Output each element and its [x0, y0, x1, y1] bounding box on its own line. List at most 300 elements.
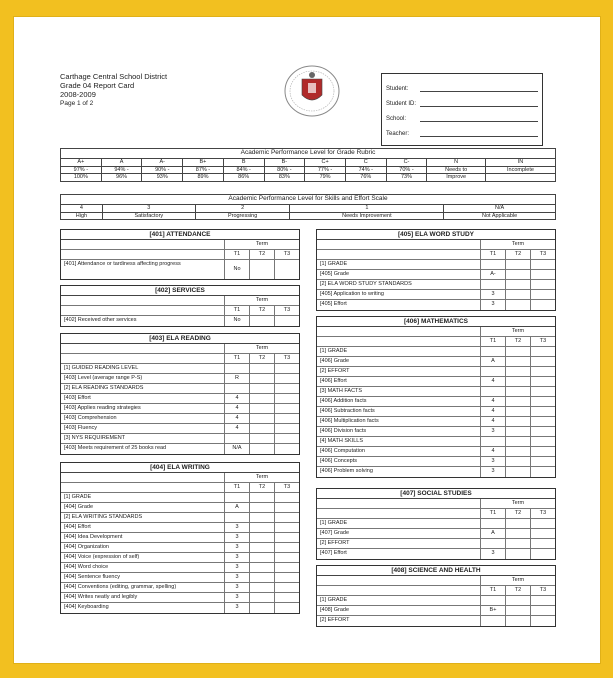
subsection-label: [1] GRADE	[320, 261, 348, 267]
term-t3-value	[274, 573, 299, 582]
term-t1-value	[224, 513, 249, 522]
term-t2-value	[249, 593, 274, 602]
term-t3-value	[274, 414, 299, 423]
section-title: [408] SCIENCE AND HEALTH	[317, 566, 555, 576]
rubric-range-cell: 90% -	[142, 166, 183, 174]
term-columns-row	[317, 250, 555, 260]
rubric-range-cell: 74% -	[345, 166, 386, 174]
rubric-grade-cell: C-	[386, 159, 427, 167]
term-t1-value: R	[224, 374, 249, 383]
term-t2-value	[505, 447, 530, 456]
table-row	[317, 606, 555, 616]
term-t3-value	[530, 280, 555, 289]
school-label: School:	[386, 116, 407, 122]
term-t3-value	[274, 384, 299, 393]
table-row	[61, 523, 299, 533]
report-card-page	[13, 16, 601, 664]
term-spacer	[317, 327, 480, 336]
term-t1-value	[224, 493, 249, 502]
term-spacer	[61, 483, 224, 492]
term-t3-value	[274, 374, 299, 383]
rubric-range-cell: 94% -	[101, 166, 142, 174]
table-row	[61, 603, 299, 613]
term-t3-value	[530, 260, 555, 269]
term-columns-row	[61, 250, 299, 260]
rubric-range-cell: 86%	[223, 174, 264, 182]
term-t1-value: N/A	[224, 444, 249, 454]
scale-code-cell: N/A	[444, 205, 556, 213]
term-spacer	[61, 354, 224, 363]
term-t2-value	[505, 347, 530, 356]
term-t3-value	[530, 397, 555, 406]
term-t1-value: 3	[224, 523, 249, 532]
subsection-header-row	[317, 616, 555, 626]
term-t1-value: A	[480, 357, 505, 366]
school-header	[60, 72, 167, 108]
term-t3-value	[274, 593, 299, 602]
term-t2-value	[249, 424, 274, 433]
term-t1-value: 4	[480, 407, 505, 416]
rubric-grade-cell: B	[223, 159, 264, 167]
scale-code-cell: 2	[195, 205, 290, 213]
row-label: [405] Effort	[320, 301, 347, 307]
term-t2-value	[505, 290, 530, 299]
row-label: [406] Subtraction facts	[320, 408, 375, 414]
rubric-range-cell: 79%	[305, 174, 346, 182]
term-t1-value: 3	[224, 593, 249, 602]
table-row	[317, 397, 555, 407]
row-label: [404] Word choice	[64, 564, 109, 570]
term-t2-header: T2	[249, 483, 274, 492]
term-columns-row	[61, 306, 299, 316]
subsection-header-row	[317, 519, 555, 529]
term-t2-value	[505, 417, 530, 426]
row-label: [404] Voice (expression of self)	[64, 554, 140, 560]
term-t2-value	[505, 529, 530, 538]
row-label: [404] Keyboarding	[64, 604, 109, 610]
term-t2-header: T2	[249, 306, 274, 315]
term-t3-value	[274, 563, 299, 572]
term-t3-value	[274, 513, 299, 522]
term-t2-value	[249, 563, 274, 572]
table-row	[61, 374, 299, 384]
term-t3-header: T3	[530, 509, 555, 518]
subsection-header-row	[61, 513, 299, 523]
row-label: [406] Division facts	[320, 428, 367, 434]
subsection-header-row	[317, 280, 555, 290]
term-t3-value	[274, 493, 299, 502]
term-t1-value: No	[224, 316, 249, 326]
rubric-grade-cell: A	[101, 159, 142, 167]
term-t2-value	[249, 513, 274, 522]
subsection-label: [2] EFFORT	[320, 540, 350, 546]
term-t1-value	[480, 616, 505, 626]
term-t2-value	[249, 523, 274, 532]
rubric-range-cell: 83%	[264, 174, 305, 182]
term-t3-value	[530, 417, 555, 426]
section-title: [404] ELA WRITING	[61, 463, 299, 473]
term-t3-value	[530, 387, 555, 396]
scale-label-cell: Not Applicable	[444, 212, 556, 220]
term-spacer	[61, 344, 224, 353]
row-label: [405] Application to writing	[320, 291, 384, 297]
term-t3-value	[530, 606, 555, 615]
term-t1-value	[480, 387, 505, 396]
subsection-header-row	[61, 493, 299, 503]
services-section	[60, 285, 300, 327]
term-columns-row	[317, 337, 555, 347]
term-t3-value	[274, 394, 299, 403]
term-t3-value	[530, 367, 555, 376]
term-t2-value	[249, 583, 274, 592]
row-label: [406] Grade	[320, 358, 350, 364]
term-header-row	[317, 576, 555, 586]
table-row	[317, 457, 555, 467]
term-t1-header: T1	[224, 306, 249, 315]
section-title: [401] ATTENDANCE	[61, 230, 299, 240]
term-t3-value	[274, 533, 299, 542]
rubric-grade-cell: C	[345, 159, 386, 167]
rubric-range-cell: Needs to	[427, 166, 486, 174]
row-label: [406] Multiplication facts	[320, 418, 379, 424]
term-t3-value	[530, 549, 555, 559]
term-t1-value	[480, 260, 505, 269]
table-row	[317, 407, 555, 417]
term-t2-value	[249, 404, 274, 413]
term-t2-value	[249, 603, 274, 613]
scale-label-cell: High	[61, 212, 103, 220]
term-t3-header: T3	[274, 354, 299, 363]
term-header-row	[317, 240, 555, 250]
term-t1-value: 3	[480, 457, 505, 466]
term-t1-value	[480, 596, 505, 605]
student-label: Student:	[386, 86, 409, 92]
term-label: Term	[480, 499, 555, 508]
term-header-row	[61, 473, 299, 483]
rubric-grade-cell: A+	[61, 159, 102, 167]
scale-label-cell: Progressing	[195, 212, 290, 220]
term-t1-header: T1	[224, 483, 249, 492]
term-t3-value	[274, 523, 299, 532]
term-t2-value	[249, 543, 274, 552]
scale-code-cell: 3	[102, 205, 195, 213]
term-t2-value	[505, 539, 530, 548]
term-t1-value	[480, 437, 505, 446]
rubric-range-cell: 76%	[345, 174, 386, 182]
term-t3-header: T3	[274, 250, 299, 259]
term-t1-value: 3	[480, 549, 505, 559]
term-header-row	[61, 344, 299, 354]
rubric-range-cell: 77% -	[305, 166, 346, 174]
term-t3-header: T3	[530, 250, 555, 259]
table-row	[317, 529, 555, 539]
row-label: [402] Received other services	[64, 317, 137, 323]
term-spacer	[61, 240, 224, 249]
row-label: [404] Sentence fluency	[64, 574, 120, 580]
table-row	[61, 444, 299, 454]
term-t1-value: 3	[224, 573, 249, 582]
table-row	[317, 427, 555, 437]
term-spacer	[317, 240, 480, 249]
rubric-range-cell: Incomplete	[485, 166, 555, 174]
term-t3-value	[530, 616, 555, 626]
term-t3-header: T3	[274, 483, 299, 492]
row-label: [407] Grade	[320, 530, 350, 536]
term-t2-value	[249, 493, 274, 502]
term-t3-value	[274, 583, 299, 592]
term-t3-value	[274, 434, 299, 443]
subsection-header-row	[317, 347, 555, 357]
table-row	[317, 417, 555, 427]
scale-label-cell: Satisfactory	[102, 212, 195, 220]
subsection-header-row	[317, 539, 555, 549]
rubric-range-cell: 96%	[101, 174, 142, 182]
term-t2-header: T2	[505, 337, 530, 346]
student-id-field	[420, 98, 538, 107]
term-t3-value	[530, 427, 555, 436]
term-t1-value: A	[224, 503, 249, 512]
term-label: Term	[224, 296, 299, 305]
term-t1-value	[224, 364, 249, 373]
ela-word-study-section	[316, 229, 556, 311]
term-t1-value: 4	[224, 424, 249, 433]
term-columns-row	[61, 354, 299, 364]
district-seal-icon	[282, 63, 342, 119]
term-t3-value	[274, 543, 299, 552]
rubric-range-cell: 87% -	[183, 166, 224, 174]
term-t1-value: 3	[224, 543, 249, 552]
report-title: Grade 04 Report Card	[60, 81, 135, 90]
term-t1-value: 3	[224, 603, 249, 613]
table-row	[61, 503, 299, 513]
social-studies-section	[316, 488, 556, 560]
term-t1-value: 4	[480, 397, 505, 406]
term-t1-value: 3	[224, 583, 249, 592]
student-name-field	[420, 83, 538, 92]
subsection-label: [3] NYS REQUIREMENT	[64, 435, 126, 441]
term-t1-value: 4	[480, 377, 505, 386]
term-columns-row	[317, 586, 555, 596]
term-t2-header: T2	[505, 586, 530, 595]
row-label: [403] Applies reading strategies	[64, 405, 141, 411]
mathematics-section	[316, 316, 556, 478]
term-t3-value	[530, 357, 555, 366]
term-t2-value	[505, 280, 530, 289]
term-header-row	[317, 499, 555, 509]
student-info-box	[381, 73, 543, 146]
school-year: 2008-2009	[60, 90, 96, 99]
term-t2-value	[505, 357, 530, 366]
term-columns-row	[61, 483, 299, 493]
term-t2-value	[505, 367, 530, 376]
rubric-grade-cell: B+	[183, 159, 224, 167]
subsection-header-row	[317, 367, 555, 377]
section-title: [405] ELA WORD STUDY	[317, 230, 555, 240]
row-label: [403] Fluency	[64, 425, 98, 431]
rubric-grade-cell: C+	[305, 159, 346, 167]
subsection-header-row	[317, 596, 555, 606]
table-row	[61, 533, 299, 543]
teacher-label: Teacher:	[386, 131, 410, 137]
subsection-label: [2] ELA WORD STUDY STANDARDS	[320, 281, 412, 287]
term-t3-value	[530, 347, 555, 356]
term-t1-value: A-	[480, 270, 505, 279]
grade-rubric-table	[60, 148, 556, 182]
term-t1-value: 3	[480, 300, 505, 310]
school-field	[420, 113, 538, 122]
rubric-range-cell: 73%	[386, 174, 427, 182]
term-spacer	[317, 250, 480, 259]
term-t1-value	[480, 347, 505, 356]
term-t2-value	[249, 553, 274, 562]
term-label: Term	[480, 240, 555, 249]
term-t2-value	[505, 519, 530, 528]
term-t3-value	[274, 503, 299, 512]
term-t2-value	[505, 606, 530, 615]
term-t1-header: T1	[480, 509, 505, 518]
row-label: [404] Idea Development	[64, 534, 123, 540]
subsection-header-row	[61, 384, 299, 394]
subsection-header-row	[317, 260, 555, 270]
section-title: [402] SERVICES	[61, 286, 299, 296]
ela-reading-section	[60, 333, 300, 455]
row-label: [403] Effort	[64, 395, 91, 401]
subsection-label: [1] GRADE	[64, 494, 92, 500]
row-label: [403] Meets requirement of 25 books read	[64, 445, 167, 451]
term-t2-value	[505, 270, 530, 279]
subsection-label: [1] GRADE	[320, 348, 348, 354]
row-label: [408] Grade	[320, 607, 350, 613]
term-t1-value: 4	[224, 404, 249, 413]
subsection-header-row	[61, 364, 299, 374]
table-row	[317, 377, 555, 387]
rubric-title: Academic Performance Level for Grade Rubric	[61, 149, 556, 159]
term-t3-value	[274, 260, 299, 279]
page-number: Page 1 of 2	[60, 100, 94, 107]
term-t3-value	[530, 377, 555, 386]
section-title: [406] MATHEMATICS	[317, 317, 555, 327]
term-t3-value	[530, 447, 555, 456]
term-t3-value	[530, 290, 555, 299]
table-row	[317, 290, 555, 300]
row-label: [404] Grade	[64, 504, 94, 510]
term-t2-value	[505, 616, 530, 626]
scale-code-cell: 4	[61, 205, 103, 213]
term-t2-value	[505, 549, 530, 559]
term-t1-value	[480, 367, 505, 376]
term-label: Term	[480, 327, 555, 336]
term-t3-value	[274, 444, 299, 454]
term-t3-header: T3	[530, 337, 555, 346]
term-t1-value: 3	[224, 533, 249, 542]
term-t3-value	[530, 270, 555, 279]
term-t3-value	[530, 539, 555, 548]
table-row	[317, 300, 555, 310]
rubric-range-cell	[485, 174, 555, 182]
term-t3-value	[530, 437, 555, 446]
rubric-range-cell: Improve	[427, 174, 486, 182]
term-t2-value	[505, 457, 530, 466]
table-row	[61, 394, 299, 404]
term-t2-value	[505, 467, 530, 477]
term-t2-value	[249, 414, 274, 423]
row-label: [404] Effort	[64, 524, 91, 530]
section-title: [407] SOCIAL STUDIES	[317, 489, 555, 499]
term-t1-value: 3	[224, 553, 249, 562]
ela-writing-section	[60, 462, 300, 614]
term-t1-value	[480, 539, 505, 548]
term-t2-value	[249, 364, 274, 373]
row-label: [405] Grade	[320, 271, 350, 277]
term-t1-value	[480, 280, 505, 289]
term-t1-value	[224, 434, 249, 443]
rubric-range-cell: 93%	[142, 174, 183, 182]
term-header-row	[317, 327, 555, 337]
term-t1-header: T1	[480, 337, 505, 346]
term-t2-value	[505, 596, 530, 605]
term-t3-value	[274, 404, 299, 413]
table-row	[317, 357, 555, 367]
subsection-label: [2] ELA READING STANDARDS	[64, 385, 144, 391]
subsection-label: [2] ELA WRITING STANDARDS	[64, 514, 143, 520]
rubric-grade-cell: N	[427, 159, 486, 167]
subsection-header-row	[61, 434, 299, 444]
table-row	[61, 543, 299, 553]
rubric-grade-cell: A-	[142, 159, 183, 167]
table-row	[61, 316, 299, 326]
rubric-grade-cell: B-	[264, 159, 305, 167]
term-t1-value: 3	[480, 427, 505, 436]
term-t3-header: T3	[530, 586, 555, 595]
rubric-range-cell: 84% -	[223, 166, 264, 174]
skills-scale-table	[60, 194, 556, 220]
subsection-header-row	[317, 437, 555, 447]
table-row	[61, 260, 299, 279]
subsection-label: [2] EFFORT	[320, 368, 350, 374]
rubric-range-cell: 80% -	[264, 166, 305, 174]
term-t1-value: 3	[480, 290, 505, 299]
subsection-label: [2] EFFORT	[320, 617, 350, 623]
term-t2-value	[249, 384, 274, 393]
term-t1-header: T1	[224, 354, 249, 363]
term-t1-value: 4	[480, 417, 505, 426]
table-row	[61, 593, 299, 603]
row-label: [406] Problem solving	[320, 468, 373, 474]
scale-code-cell: 1	[290, 205, 444, 213]
term-t2-value	[249, 260, 274, 279]
term-t2-header: T2	[249, 354, 274, 363]
term-label: Term	[224, 240, 299, 249]
subsection-label: [1] GRADE	[320, 597, 348, 603]
term-t2-value	[505, 260, 530, 269]
term-spacer	[61, 306, 224, 315]
row-label: [404] Organization	[64, 544, 109, 550]
term-t2-value	[505, 437, 530, 446]
subsection-label: [1] GRADE	[320, 520, 348, 526]
term-t2-value	[505, 377, 530, 386]
term-spacer	[317, 586, 480, 595]
term-spacer	[317, 499, 480, 508]
term-t3-value	[530, 529, 555, 538]
term-t3-value	[274, 424, 299, 433]
term-spacer	[61, 250, 224, 259]
term-t1-value: B+	[480, 606, 505, 615]
rubric-range-cell: 100%	[61, 174, 102, 182]
term-t1-value	[224, 384, 249, 393]
term-t3-value	[274, 364, 299, 373]
table-row	[317, 270, 555, 280]
term-t1-value: 4	[224, 414, 249, 423]
